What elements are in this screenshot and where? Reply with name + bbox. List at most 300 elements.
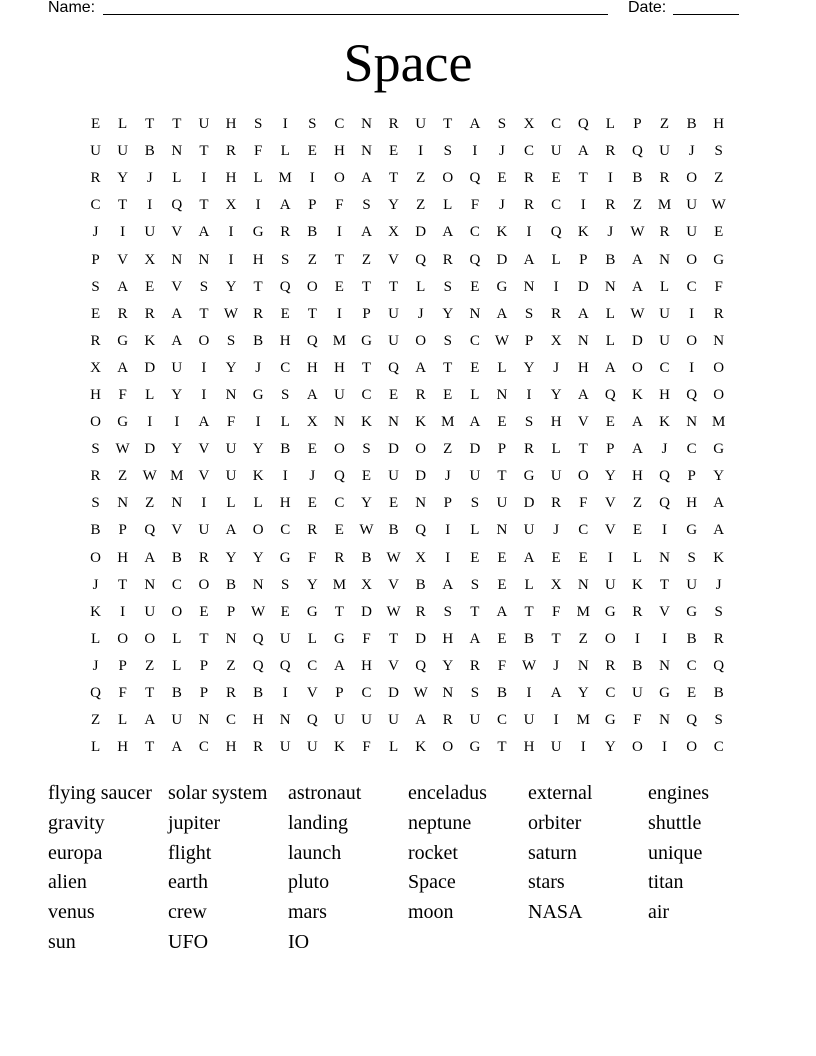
grid-cell[interactable]: Y [225, 549, 237, 566]
grid-cell[interactable]: Y [523, 359, 535, 376]
grid-cell[interactable]: Z [659, 116, 670, 133]
grid-cell[interactable]: L [253, 170, 263, 187]
grid-cell[interactable]: U [144, 224, 156, 241]
grid-cell[interactable]: I [336, 224, 342, 241]
grid-cell[interactable]: E [497, 170, 507, 187]
grid-cell[interactable]: H [659, 386, 670, 403]
grid-cell[interactable]: A [577, 386, 589, 403]
grid-cell[interactable]: D [144, 359, 156, 376]
grid-cell[interactable]: I [445, 522, 451, 539]
grid-cell[interactable]: B [90, 522, 101, 539]
grid-cell[interactable]: C [524, 143, 535, 160]
grid-cell[interactable]: Z [443, 441, 453, 458]
grid-cell[interactable]: L [551, 251, 561, 268]
grid-cell[interactable]: B [415, 576, 426, 593]
grid-cell[interactable]: E [497, 549, 507, 566]
grid-cell[interactable]: P [362, 305, 371, 322]
grid-cell[interactable]: N [577, 657, 589, 674]
grid-cell[interactable]: L [307, 630, 317, 647]
grid-cell[interactable]: A [469, 414, 481, 431]
grid-cell[interactable]: W [494, 332, 510, 349]
grid-cell[interactable]: E [145, 278, 155, 295]
grid-cell[interactable]: S [91, 441, 100, 458]
grid-cell[interactable]: U [361, 712, 372, 729]
grid-cell[interactable]: W [386, 603, 401, 620]
grid-cell[interactable]: X [90, 359, 101, 376]
grid-cell[interactable]: Z [714, 170, 724, 187]
grid-cell[interactable]: K [415, 739, 427, 756]
grid-cell[interactable]: O [713, 359, 725, 376]
grid-cell[interactable]: L [172, 630, 182, 647]
grid-cell[interactable]: Q [686, 386, 698, 403]
grid-cell[interactable]: T [334, 251, 344, 268]
grid-cell[interactable]: L [90, 739, 101, 756]
grid-cell[interactable]: R [713, 305, 724, 322]
grid-cell[interactable]: K [713, 549, 725, 566]
grid-cell[interactable]: S [253, 116, 263, 133]
grid-cell[interactable]: G [469, 739, 481, 756]
grid-cell[interactable]: V [306, 685, 318, 702]
grid-cell[interactable]: H [252, 251, 264, 268]
grid-cell[interactable]: X [388, 224, 399, 241]
grid-cell[interactable]: A [333, 657, 345, 674]
grid-cell[interactable]: S [687, 549, 696, 566]
grid-cell[interactable]: X [306, 414, 318, 431]
grid-cell[interactable]: G [117, 332, 129, 349]
grid-cell[interactable]: I [445, 549, 451, 566]
grid-cell[interactable]: D [496, 251, 508, 268]
grid-cell[interactable]: V [388, 657, 399, 674]
grid-cell[interactable]: B [226, 576, 237, 593]
grid-cell[interactable]: J [499, 197, 505, 214]
grid-cell[interactable]: A [442, 576, 454, 593]
grid-cell[interactable]: L [172, 657, 182, 674]
grid-cell[interactable]: J [92, 224, 99, 241]
grid-cell[interactable]: T [199, 143, 209, 160]
grid-cell[interactable]: H [117, 549, 129, 566]
grid-cell[interactable]: A [144, 549, 156, 566]
grid-cell[interactable]: N [198, 712, 210, 729]
grid-cell[interactable]: S [470, 495, 480, 512]
grid-cell[interactable]: H [523, 739, 535, 756]
grid-cell[interactable]: W [251, 603, 266, 620]
grid-cell[interactable]: U [523, 522, 535, 539]
grid-cell[interactable]: R [469, 657, 480, 674]
grid-cell[interactable]: R [551, 495, 562, 512]
grid-cell[interactable]: A [117, 278, 129, 295]
grid-cell[interactable]: U [333, 386, 345, 403]
grid-cell[interactable]: C [713, 739, 724, 756]
grid-cell[interactable]: U [659, 143, 670, 160]
grid-cell[interactable]: V [171, 278, 183, 295]
grid-cell[interactable]: B [496, 685, 507, 702]
grid-cell[interactable]: L [470, 522, 480, 539]
grid-cell[interactable]: Y [604, 468, 616, 485]
grid-cell[interactable]: M [170, 468, 184, 485]
grid-cell[interactable]: O [144, 630, 156, 647]
grid-cell[interactable]: G [361, 332, 372, 349]
grid-cell[interactable]: S [714, 603, 723, 620]
grid-cell[interactable]: E [443, 386, 453, 403]
grid-cell[interactable]: E [388, 495, 399, 512]
grid-cell[interactable]: E [307, 441, 317, 458]
grid-cell[interactable]: U [117, 143, 129, 160]
grid-cell[interactable]: H [90, 386, 101, 403]
grid-cell[interactable]: R [280, 224, 291, 241]
grid-cell[interactable]: Z [632, 495, 642, 512]
grid-cell[interactable]: T [145, 685, 155, 702]
grid-cell[interactable]: U [469, 468, 481, 485]
grid-cell[interactable]: U [550, 739, 562, 756]
grid-cell[interactable]: L [388, 739, 399, 756]
grid-cell[interactable]: Q [713, 657, 725, 674]
grid-cell[interactable]: Q [632, 143, 643, 160]
grid-cell[interactable]: D [577, 278, 589, 295]
grid-cell[interactable]: O [686, 170, 698, 187]
grid-cell[interactable]: U [523, 712, 535, 729]
grid-cell[interactable]: M [712, 414, 726, 431]
grid-cell[interactable]: G [252, 224, 264, 241]
grid-cell[interactable]: Q [306, 332, 318, 349]
grid-cell[interactable]: A [117, 359, 129, 376]
date-line[interactable] [673, 0, 739, 15]
grid-cell[interactable]: U [604, 576, 616, 593]
grid-cell[interactable]: F [714, 278, 723, 295]
grid-cell[interactable]: P [118, 657, 127, 674]
grid-cell[interactable]: J [444, 468, 451, 485]
grid-cell[interactable]: R [388, 116, 399, 133]
grid-cell[interactable]: G [117, 414, 129, 431]
grid-cell[interactable]: U [686, 224, 698, 241]
grid-cell[interactable]: U [415, 116, 427, 133]
grid-cell[interactable]: S [199, 278, 209, 295]
grid-cell[interactable]: C [551, 197, 562, 214]
grid-cell[interactable]: Z [578, 630, 588, 647]
grid-cell[interactable]: A [415, 359, 427, 376]
grid-cell[interactable]: R [659, 170, 670, 187]
grid-cell[interactable]: I [255, 414, 261, 431]
grid-cell[interactable]: V [577, 414, 589, 431]
grid-cell[interactable]: P [118, 522, 127, 539]
grid-cell[interactable]: U [388, 305, 399, 322]
grid-cell[interactable]: H [225, 739, 237, 756]
grid-cell[interactable]: N [225, 630, 237, 647]
grid-cell[interactable]: O [198, 332, 210, 349]
grid-cell[interactable]: H [333, 359, 345, 376]
grid-cell[interactable]: Z [307, 251, 317, 268]
grid-cell[interactable]: Y [252, 549, 264, 566]
grid-cell[interactable]: I [147, 197, 153, 214]
grid-cell[interactable]: N [577, 332, 589, 349]
grid-cell[interactable]: P [199, 657, 209, 674]
grid-cell[interactable]: R [659, 224, 670, 241]
grid-cell[interactable]: I [282, 116, 288, 133]
grid-cell[interactable]: B [253, 332, 264, 349]
grid-cell[interactable]: P [633, 116, 642, 133]
grid-cell[interactable]: O [713, 386, 725, 403]
grid-cell[interactable]: O [577, 468, 589, 485]
grid-cell[interactable]: F [551, 603, 561, 620]
grid-cell[interactable]: L [145, 386, 155, 403]
grid-cell[interactable]: R [605, 197, 616, 214]
grid-cell[interactable]: N [361, 116, 372, 133]
grid-cell[interactable]: T [551, 630, 561, 647]
grid-cell[interactable]: E [334, 278, 344, 295]
grid-cell[interactable]: C [226, 712, 237, 729]
grid-cell[interactable]: V [171, 224, 183, 241]
grid-cell[interactable]: O [333, 170, 345, 187]
grid-cell[interactable]: W [521, 657, 537, 674]
grid-cell[interactable]: X [415, 549, 427, 566]
grid-cell[interactable]: N [171, 143, 183, 160]
grid-cell[interactable]: W [142, 468, 157, 485]
grid-cell[interactable]: I [418, 143, 424, 160]
grid-cell[interactable]: U [686, 197, 698, 214]
grid-cell[interactable]: K [361, 414, 372, 431]
grid-cell[interactable]: R [90, 332, 101, 349]
grid-cell[interactable]: I [201, 170, 207, 187]
grid-cell[interactable]: Z [361, 251, 372, 268]
grid-cell[interactable]: J [715, 576, 722, 593]
grid-cell[interactable]: B [686, 630, 697, 647]
grid-cell[interactable]: A [469, 630, 481, 647]
grid-cell[interactable]: N [496, 386, 508, 403]
grid-cell[interactable]: R [713, 630, 724, 647]
grid-cell[interactable]: B [524, 630, 535, 647]
grid-cell[interactable]: Q [604, 386, 616, 403]
grid-cell[interactable]: E [497, 576, 507, 593]
grid-cell[interactable]: G [713, 441, 725, 458]
grid-cell[interactable]: X [361, 576, 372, 593]
grid-cell[interactable]: H [333, 143, 345, 160]
grid-cell[interactable]: U [659, 332, 670, 349]
grid-cell[interactable]: Q [388, 359, 399, 376]
grid-cell[interactable]: C [171, 576, 182, 593]
grid-cell[interactable]: G [604, 603, 616, 620]
grid-cell[interactable]: H [306, 359, 318, 376]
grid-cell[interactable]: F [362, 630, 371, 647]
grid-cell[interactable]: R [226, 143, 237, 160]
grid-cell[interactable]: E [605, 414, 615, 431]
grid-cell[interactable]: G [333, 630, 345, 647]
grid-cell[interactable]: Y [577, 685, 589, 702]
grid-cell[interactable]: F [470, 197, 480, 214]
grid-cell[interactable]: S [443, 603, 452, 620]
grid-cell[interactable]: K [577, 224, 589, 241]
grid-cell[interactable]: N [198, 251, 210, 268]
grid-cell[interactable]: P [497, 441, 507, 458]
grid-cell[interactable]: P [524, 332, 534, 349]
grid-cell[interactable]: Q [252, 657, 264, 674]
grid-cell[interactable]: B [171, 685, 182, 702]
grid-cell[interactable]: U [550, 468, 562, 485]
grid-cell[interactable]: H [279, 332, 291, 349]
grid-cell[interactable]: R [307, 522, 318, 539]
grid-cell[interactable]: I [662, 630, 668, 647]
grid-cell[interactable]: A [198, 224, 210, 241]
grid-cell[interactable]: J [309, 468, 316, 485]
grid-cell[interactable]: H [632, 468, 643, 485]
grid-cell[interactable]: S [281, 386, 290, 403]
grid-cell[interactable]: P [335, 685, 344, 702]
grid-cell[interactable]: O [415, 441, 427, 458]
grid-cell[interactable]: F [308, 549, 317, 566]
grid-cell[interactable]: W [630, 305, 645, 322]
grid-cell[interactable]: E [551, 170, 561, 187]
grid-cell[interactable]: A [577, 305, 589, 322]
grid-cell[interactable]: C [686, 441, 697, 458]
grid-cell[interactable]: M [441, 414, 455, 431]
grid-cell[interactable]: U [198, 522, 210, 539]
grid-cell[interactable]: V [604, 495, 616, 512]
grid-cell[interactable]: I [662, 739, 668, 756]
grid-cell[interactable]: C [198, 739, 209, 756]
grid-cell[interactable]: E [280, 603, 290, 620]
grid-cell[interactable]: A [496, 603, 508, 620]
grid-cell[interactable]: A [144, 712, 156, 729]
grid-cell[interactable]: B [686, 116, 697, 133]
grid-cell[interactable]: T [524, 603, 534, 620]
grid-cell[interactable]: S [281, 251, 290, 268]
grid-cell[interactable]: Y [604, 739, 616, 756]
grid-cell[interactable]: J [661, 441, 668, 458]
grid-cell[interactable]: I [607, 549, 613, 566]
grid-cell[interactable]: H [279, 495, 291, 512]
grid-cell[interactable]: J [688, 143, 695, 160]
grid-cell[interactable]: T [199, 630, 209, 647]
grid-cell[interactable]: Q [333, 468, 345, 485]
grid-cell[interactable]: R [442, 712, 453, 729]
grid-cell[interactable]: T [470, 603, 480, 620]
grid-cell[interactable]: Z [226, 657, 236, 674]
grid-cell[interactable]: S [443, 278, 452, 295]
grid-cell[interactable]: F [118, 685, 127, 702]
grid-cell[interactable]: X [144, 251, 156, 268]
grid-cell[interactable]: U [144, 603, 156, 620]
grid-cell[interactable]: Y [225, 359, 237, 376]
grid-cell[interactable]: R [524, 170, 535, 187]
grid-cell[interactable]: L [659, 278, 670, 295]
grid-cell[interactable]: Y [442, 305, 454, 322]
grid-cell[interactable]: P [687, 468, 696, 485]
grid-cell[interactable]: O [686, 332, 698, 349]
grid-cell[interactable]: H [686, 495, 698, 512]
name-line[interactable] [103, 0, 608, 15]
grid-cell[interactable]: A [632, 251, 643, 268]
grid-cell[interactable]: J [255, 359, 262, 376]
grid-cell[interactable]: T [253, 278, 263, 295]
grid-cell[interactable]: L [443, 197, 453, 214]
grid-cell[interactable]: J [92, 657, 99, 674]
grid-cell[interactable]: T [497, 739, 507, 756]
grid-cell[interactable]: C [280, 359, 291, 376]
grid-cell[interactable]: R [415, 603, 426, 620]
grid-cell[interactable]: H [361, 657, 372, 674]
grid-cell[interactable]: S [91, 278, 100, 295]
grid-cell[interactable]: V [388, 576, 399, 593]
grid-cell[interactable]: P [226, 603, 236, 620]
grid-cell[interactable]: V [198, 441, 210, 458]
grid-cell[interactable]: V [388, 251, 399, 268]
grid-cell[interactable]: I [580, 197, 586, 214]
grid-cell[interactable]: O [415, 332, 427, 349]
grid-cell[interactable]: K [90, 603, 101, 620]
grid-cell[interactable]: L [605, 116, 615, 133]
grid-cell[interactable]: N [333, 414, 345, 431]
grid-cell[interactable]: Z [416, 170, 426, 187]
grid-cell[interactable]: V [198, 468, 210, 485]
grid-cell[interactable]: N [469, 305, 481, 322]
grid-cell[interactable]: D [415, 630, 427, 647]
grid-cell[interactable]: C [469, 332, 480, 349]
grid-cell[interactable]: E [334, 522, 344, 539]
grid-cell[interactable]: U [496, 495, 508, 512]
grid-cell[interactable]: H [550, 414, 562, 431]
grid-cell[interactable]: I [201, 359, 207, 376]
grid-cell[interactable]: R [524, 197, 535, 214]
grid-cell[interactable]: P [579, 251, 588, 268]
grid-cell[interactable]: I [634, 630, 640, 647]
grid-cell[interactable]: P [308, 197, 317, 214]
grid-cell[interactable]: Y [225, 278, 237, 295]
grid-cell[interactable]: N [659, 712, 670, 729]
grid-cell[interactable]: E [551, 549, 561, 566]
grid-cell[interactable]: J [146, 170, 153, 187]
grid-cell[interactable]: A [171, 305, 183, 322]
grid-cell[interactable]: N [171, 495, 183, 512]
grid-cell[interactable]: P [443, 495, 452, 512]
grid-cell[interactable]: A [171, 739, 183, 756]
grid-cell[interactable]: S [226, 332, 236, 349]
grid-cell[interactable]: V [659, 603, 670, 620]
grid-cell[interactable]: I [689, 305, 695, 322]
grid-cell[interactable]: E [632, 522, 642, 539]
grid-cell[interactable]: C [496, 712, 507, 729]
grid-cell[interactable]: K [144, 332, 156, 349]
grid-cell[interactable]: N [659, 657, 670, 674]
grid-cell[interactable]: L [605, 305, 615, 322]
grid-cell[interactable]: T [118, 197, 128, 214]
grid-cell[interactable]: H [225, 116, 237, 133]
grid-cell[interactable]: N [144, 576, 156, 593]
grid-cell[interactable]: M [576, 712, 590, 729]
grid-cell[interactable]: D [415, 468, 427, 485]
grid-cell[interactable]: I [526, 224, 532, 241]
grid-cell[interactable]: C [659, 359, 670, 376]
grid-cell[interactable]: I [120, 603, 126, 620]
grid-cell[interactable]: F [633, 712, 642, 729]
grid-cell[interactable]: U [225, 468, 237, 485]
grid-cell[interactable]: D [523, 495, 535, 512]
grid-cell[interactable]: C [90, 197, 101, 214]
grid-cell[interactable]: C [334, 116, 345, 133]
grid-cell[interactable]: G [713, 251, 725, 268]
grid-cell[interactable]: Q [279, 657, 291, 674]
grid-cell[interactable]: A [632, 414, 643, 431]
grid-cell[interactable]: A [632, 278, 643, 295]
grid-cell[interactable]: S [443, 332, 452, 349]
grid-cell[interactable]: M [332, 576, 347, 593]
grid-cell[interactable]: H [442, 630, 454, 647]
grid-cell[interactable]: Y [442, 657, 454, 674]
grid-cell[interactable]: S [497, 116, 507, 133]
grid-cell[interactable]: I [255, 197, 261, 214]
grid-cell[interactable]: A [469, 116, 481, 133]
grid-cell[interactable]: I [553, 278, 559, 295]
grid-cell[interactable]: K [333, 739, 345, 756]
grid-cell[interactable]: G [306, 603, 318, 620]
grid-cell[interactable]: L [605, 332, 615, 349]
